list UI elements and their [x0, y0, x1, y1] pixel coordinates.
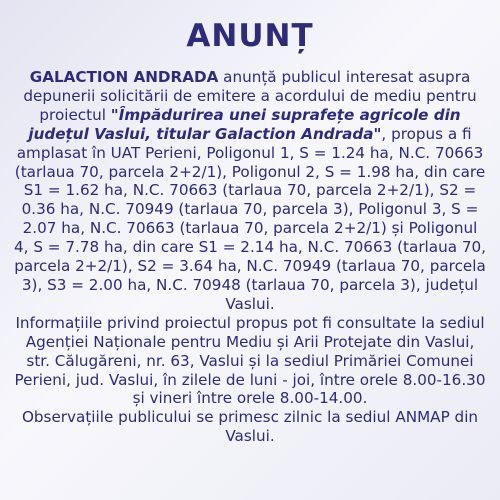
- applicant-name: GALACTION ANDRADA: [29, 68, 219, 86]
- announcement-title: ANUNȚ: [186, 18, 314, 54]
- announcement-body: [14, 68, 486, 446]
- observations-paragraph: Observațiile publicului se primesc zilnic la sediul ANMAP din Vaslui.: [21, 408, 479, 446]
- project-name: "Împădurirea unei suprafețe agricole din județul Vaslui, titular Galaction Andrada": [28, 105, 461, 143]
- announcement-intro: anunță publicul interesat asupra depunerii solicitării de emitere a acordului de mediu pentru proiectul: [23, 68, 477, 124]
- project-location-details: , propus a fi amplasat în UAT Perieni, Poligonul 1, S = 1.24 ha, N.C. 70663 (tarlaua 70, parcela 2+2/1), Poligonul 2, S = 1.98 ha, din care S1 = 1.62 ha, N.C. 70663 (tarlaua 70, parcela 2+2/1), S2 = 0.36 ha, N.C. 70949 (tarlaua 70, parcela 3), Poligonul 3, S = 2.07 ha, N.C. 70663 (tarlaua 70, parcela 2+2/1) și Poligonul 4, S = 7.78 ha, din care S1 = 2.14 ha, N.C. 70663 (tarlaua 70, parcela 2+2/1), S2 = 3.64 ha, N.C. 70949 (tarlaua 70, parcela 3), S3 = 2.00 ha, N.C. 70948 (tarlaua 70, parcela 3), județul Vaslui.: [14, 124, 486, 313]
- information-paragraph: Informațiile privind proiectul propus pot fi consultate la sediul Agenției Naționale pentru Mediu și Arii Protejate din Vaslui, str. Călugăreni, nr. 63, Vaslui și la sediul Primăriei Comunei Perieni, jud. Vaslui, în zilele de luni - joi, între orele 8.00-16.30 și vineri între orele 8.00-14.00.: [14, 313, 486, 408]
- announcement-paragraph: [14, 68, 486, 314]
